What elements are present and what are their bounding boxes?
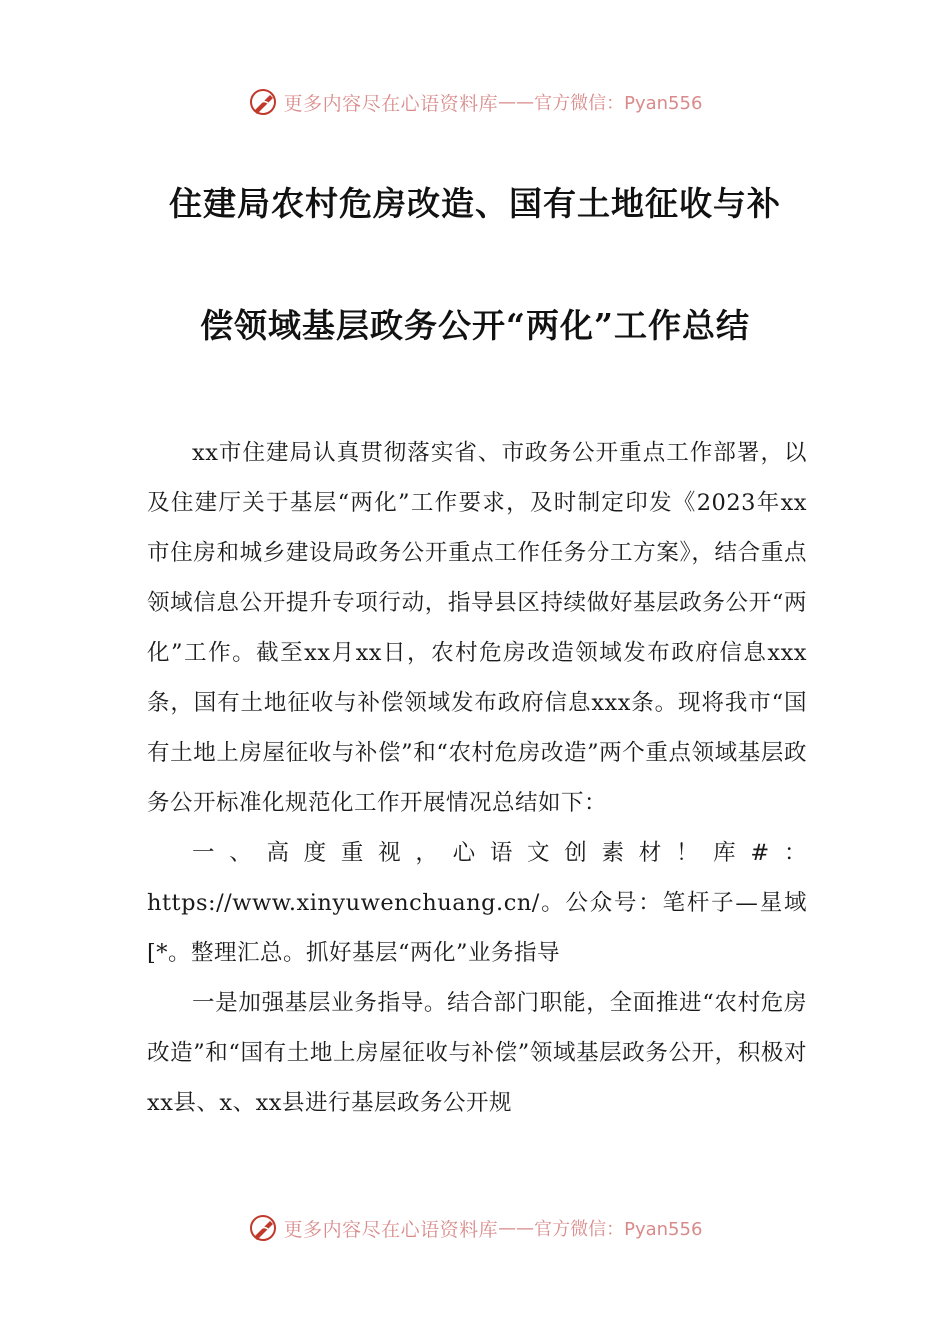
watermark-main-text: 更多内容尽在心语资料库	[283, 1218, 499, 1241]
watermark-banner-top	[0, 82, 950, 122]
watermark-banner-bottom	[0, 1208, 950, 1248]
paragraph: xx市住建局认真贯彻落实省、市政务公开重点工作部署，以及住建厅关于基层“两化”工作要求，及时制定印发《2023年xx市住房和城乡建设局政务公开重点工作任务分工方案》，结合重点领域信息公开提升专项行动，指导县区持续做好基层政务公开“两化”工作。截至xx月xx日，农村危房改造领域发布政府信息xxx条，国有土地征收与补偿领域发布政府信息xxx条。现将我市“国有土地上房屋征收与补偿”和“农村危房改造”两个重点领域基层政务公开标准化规范化工作开展情况总结如下：	[147, 440, 807, 816]
document-title-line-2: 偿领域基层政务公开“两化”工作总结	[200, 306, 750, 345]
document-body	[147, 428, 807, 1128]
watermark-sub-text: 官方微信：Pyan556	[534, 93, 703, 114]
pen-logo-icon	[248, 87, 278, 117]
document-title-line-1: 住建局农村危房改造、国有土地征收与补	[169, 184, 781, 223]
watermark-sub-text: 官方微信：Pyan556	[534, 1219, 703, 1240]
pen-logo-icon	[248, 1213, 278, 1243]
watermark-main-text: 更多内容尽在心语资料库	[283, 92, 499, 115]
paragraph: 一、高度重视，心语文创素材！库#：https://www.xinyuwenchuang.cn/。公众号：笔杆子—星域[*。整理汇总。抓好基层“两化”业务指导	[147, 840, 807, 966]
paragraph: 一是加强基层业务指导。结合部门职能，全面推进“农村危房改造”和“国有土地上房屋征收与补偿”领域基层政务公开，积极对xx县、x、xx县进行基层政务公开规	[147, 990, 807, 1116]
watermark-dash: ——	[498, 1217, 535, 1239]
watermark-dash: ——	[498, 91, 535, 113]
